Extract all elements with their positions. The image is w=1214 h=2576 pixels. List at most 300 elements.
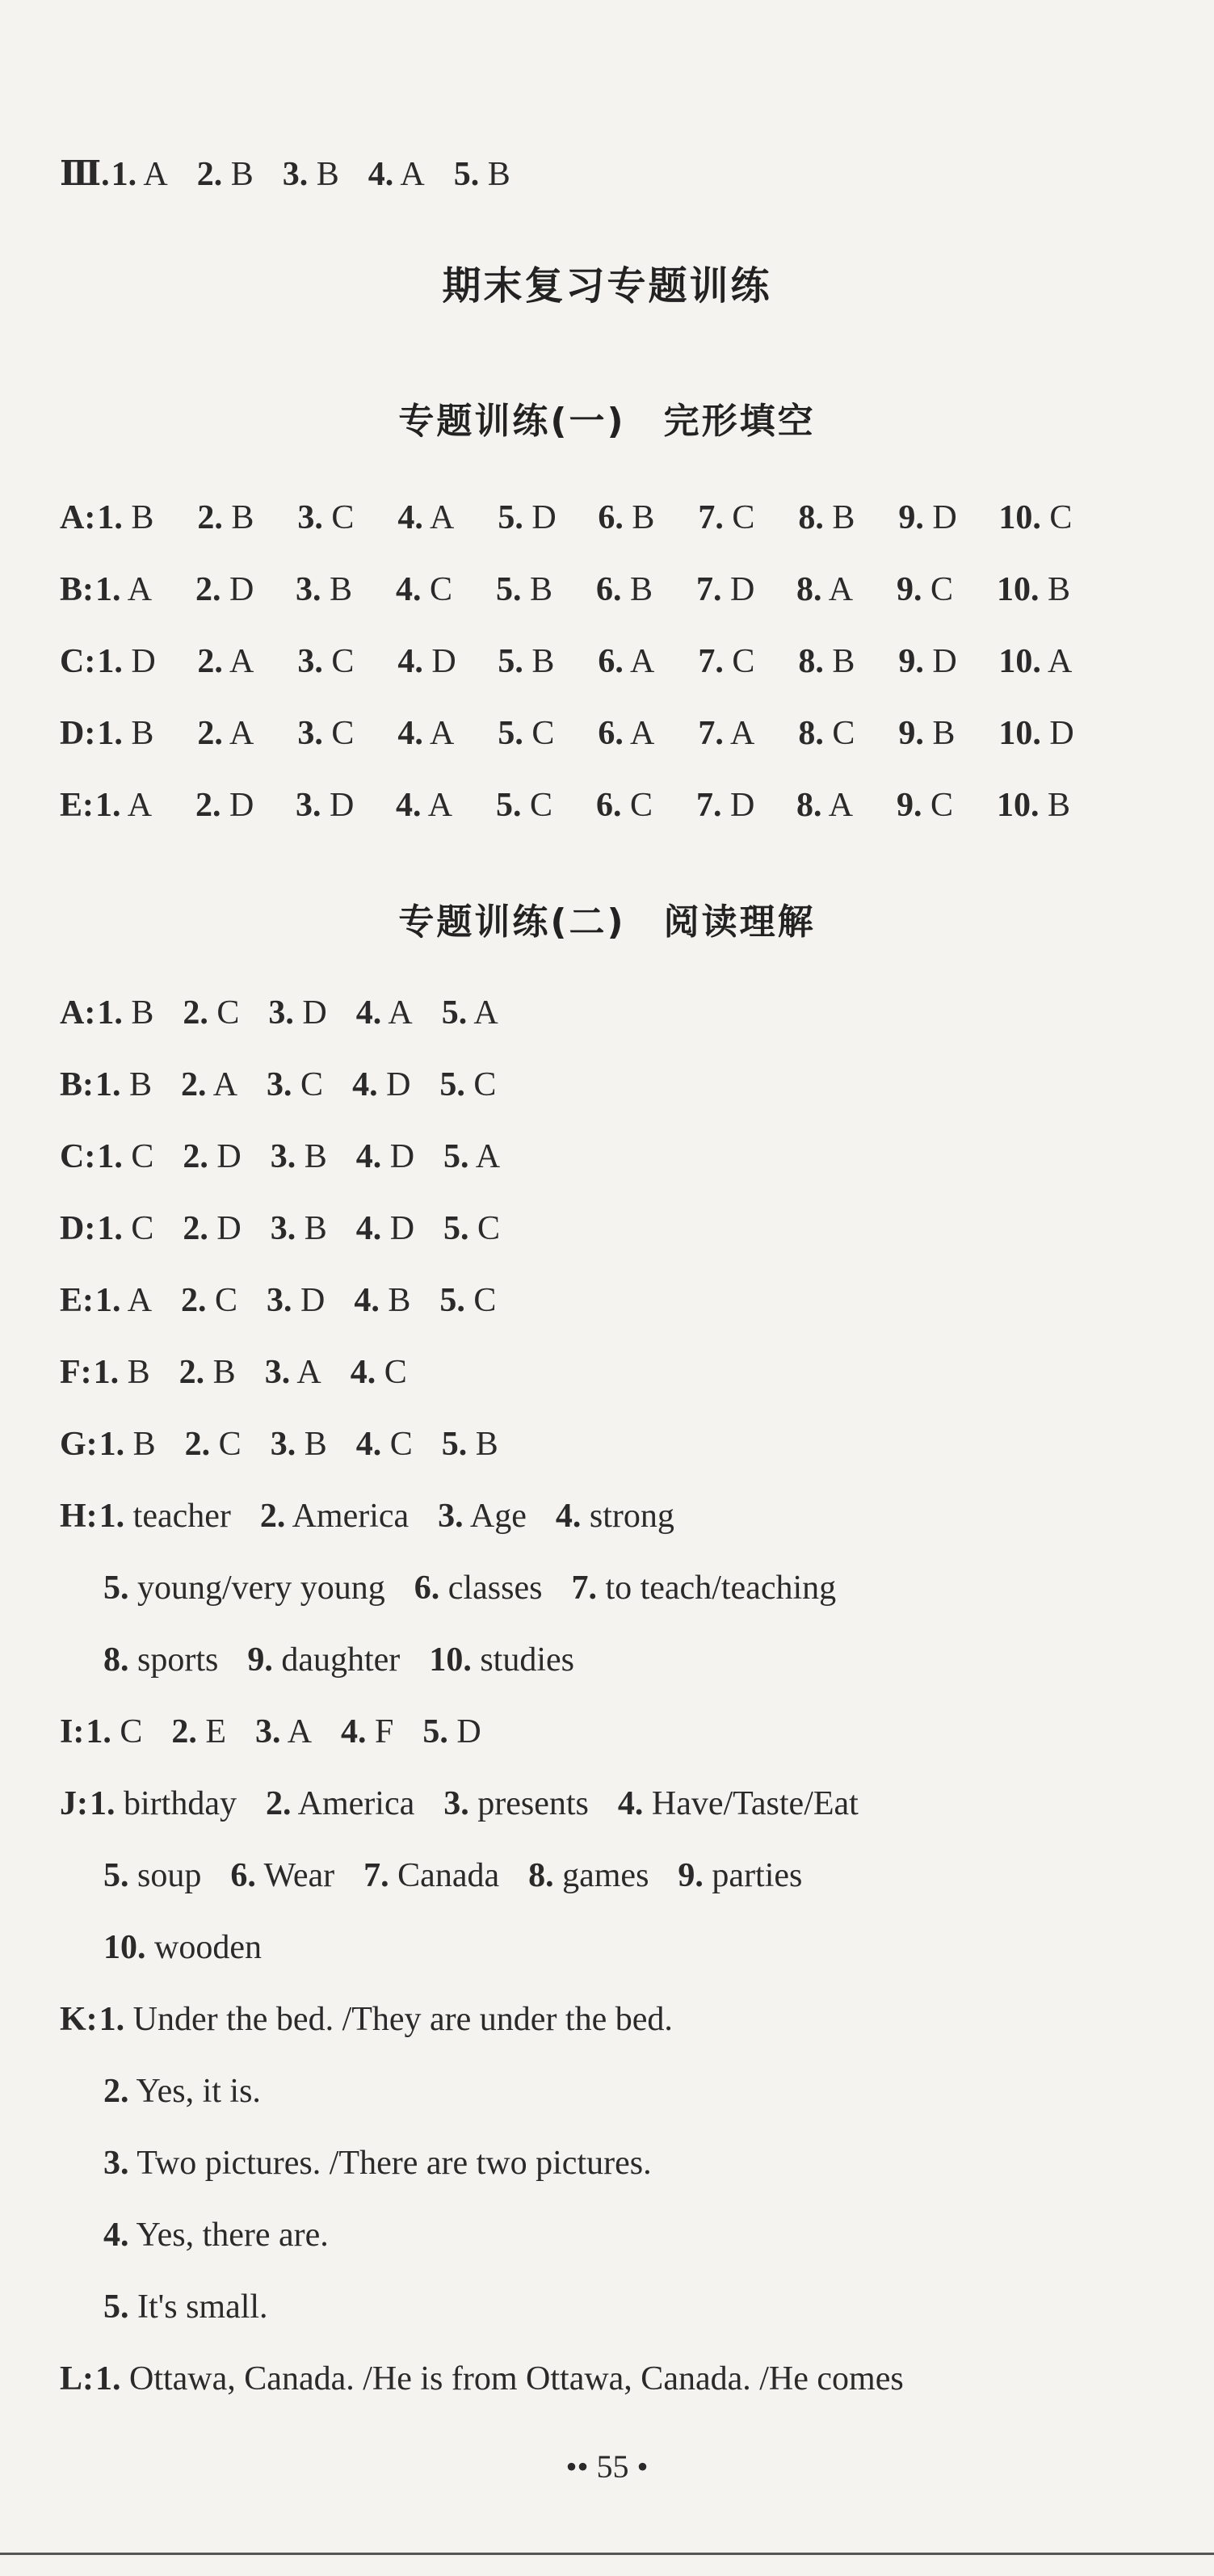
item-answer: B	[475, 1426, 498, 1463]
answer-item	[271, 1208, 327, 1250]
item-number: 10.	[997, 571, 1040, 608]
answer-item	[897, 569, 997, 611]
item-number: 9.	[898, 643, 924, 680]
item-number: 1.	[95, 2360, 121, 2397]
answer-item	[698, 641, 798, 683]
item-answer: A	[475, 1138, 501, 1175]
row-letter: I:	[60, 1713, 85, 1750]
answer-item	[103, 1639, 218, 1681]
item-number: 4.	[355, 994, 382, 1032]
item-answer: F	[375, 1713, 394, 1750]
answer-row	[60, 1280, 525, 1322]
item-answer: E	[205, 1713, 227, 1750]
item-number: 7.	[698, 715, 724, 752]
row-letter: A:	[60, 499, 96, 536]
item-number: 4.	[396, 787, 422, 824]
item-number: 9.	[897, 787, 922, 824]
answer-row	[60, 1351, 436, 1393]
answer-item	[443, 1136, 500, 1178]
answer-item	[179, 1351, 236, 1393]
answer-row	[60, 641, 1072, 683]
answer-item	[422, 1711, 481, 1753]
answer-item	[97, 641, 197, 683]
answer-item	[297, 641, 397, 683]
item-number: 2.	[196, 156, 223, 193]
answer-item	[341, 1711, 393, 1753]
answer-item	[696, 569, 796, 611]
item-number: 6.	[230, 1857, 256, 1894]
item-answer: C	[131, 1138, 154, 1175]
answer-item	[181, 1280, 237, 1322]
item-number: 5.	[443, 1138, 469, 1175]
item-number: 1.	[97, 1138, 123, 1175]
item-number: 3.	[282, 156, 309, 193]
answer-item	[103, 2286, 268, 2328]
item-answer: B	[131, 715, 154, 752]
item-number: 8.	[798, 499, 824, 536]
answer-row	[60, 1064, 525, 1106]
answer-item	[255, 1711, 312, 1753]
item-number: 1.	[93, 1354, 120, 1391]
answer-item	[356, 1208, 414, 1250]
item-number: 5.	[498, 499, 523, 536]
answer-item	[97, 712, 197, 754]
item-answer: D	[131, 643, 156, 680]
item-answer: D	[229, 787, 254, 824]
answer-item	[618, 1783, 859, 1825]
item-answer: C	[331, 643, 355, 680]
item-answer: wooden	[154, 1929, 262, 1966]
answer-item	[598, 712, 698, 754]
item-number: 2.	[197, 715, 223, 752]
answer-item	[352, 1064, 410, 1106]
item-number: 4.	[103, 2217, 129, 2254]
item-number: 2.	[171, 1713, 197, 1750]
item-number: 8.	[796, 787, 822, 824]
answer-row	[60, 784, 1070, 826]
row-letter: B:	[60, 571, 94, 608]
item-number: 4.	[350, 1354, 376, 1391]
item-answer: B	[388, 1282, 411, 1319]
answer-item	[356, 1423, 413, 1465]
item-number: 1.	[99, 1498, 125, 1535]
item-number: 2.	[259, 1498, 286, 1535]
item-number: 7.	[696, 571, 722, 608]
item-answer: A	[630, 715, 655, 752]
answer-item	[598, 641, 698, 683]
item-answer: America	[292, 1498, 410, 1535]
item-answer: B	[330, 571, 353, 608]
item-number: 2.	[181, 1282, 207, 1319]
item-answer: B	[230, 156, 254, 193]
item-answer: D	[389, 1210, 415, 1247]
item-number: 5.	[453, 156, 480, 193]
answer-row	[60, 992, 527, 1034]
answer-item	[998, 712, 1073, 754]
item-answer: C	[473, 1066, 497, 1103]
item-answer: C	[473, 1282, 497, 1319]
item-answer: Two pictures. /There are two pictures.	[137, 2145, 652, 2182]
item-answer: A	[630, 643, 655, 680]
item-answer: B	[630, 571, 653, 608]
item-answer: D	[932, 499, 957, 536]
item-answer: A	[427, 787, 453, 824]
item-number: 3.	[296, 787, 321, 824]
answer-item	[195, 569, 296, 611]
item-number: 2.	[179, 1354, 205, 1391]
item-number: 1.	[111, 156, 137, 193]
item-answer: presents	[477, 1785, 589, 1822]
item-number: 1.	[90, 1785, 116, 1822]
item-number: 1.	[95, 787, 121, 824]
item-number: 1.	[97, 1210, 123, 1247]
answer-item	[498, 641, 598, 683]
item-answer: A	[212, 1066, 238, 1103]
item-number: 9.	[898, 499, 924, 536]
answer-item	[268, 992, 326, 1034]
answer-item	[103, 2214, 329, 2256]
answer-item	[99, 1495, 231, 1537]
item-number: 10.	[998, 643, 1041, 680]
item-answer: D	[216, 1138, 242, 1175]
item-answer: games	[562, 1857, 649, 1894]
answer-row	[60, 2358, 933, 2400]
item-answer: B	[530, 571, 553, 608]
answer-item	[698, 497, 798, 539]
answer-item	[267, 1280, 325, 1322]
item-answer: C	[389, 1426, 413, 1463]
item-answer: sports	[137, 1641, 219, 1679]
item-answer: Under the bed. /They are under the bed.	[132, 2001, 673, 2038]
item-number: 5.	[441, 994, 468, 1032]
item-answer: B	[129, 1066, 153, 1103]
item-number: 10.	[429, 1641, 472, 1679]
answer-item	[396, 569, 496, 611]
answer-item	[898, 641, 998, 683]
answer-row	[60, 712, 1074, 754]
answer-row	[103, 2286, 297, 2328]
item-number: 3.	[297, 715, 323, 752]
item-answer: A	[287, 1713, 313, 1750]
item-answer: strong	[589, 1498, 674, 1535]
item-number: 5.	[498, 643, 523, 680]
answer-row	[60, 1136, 529, 1178]
answer-item	[439, 1064, 496, 1106]
item-number: 2.	[197, 643, 223, 680]
item-number: 3.	[255, 1713, 281, 1750]
answer-item	[368, 153, 425, 195]
item-answer: Ottawa, Canada. /He is from Ottawa, Canada. /He comes	[129, 2360, 904, 2397]
item-number: 2.	[183, 1210, 208, 1247]
item-number: 5.	[439, 1066, 465, 1103]
answer-item	[351, 1351, 407, 1393]
item-answer: B	[316, 156, 339, 193]
item-number: 6.	[596, 787, 622, 824]
item-answer: parties	[712, 1857, 803, 1894]
item-answer: A	[143, 156, 168, 193]
answer-item	[260, 1495, 409, 1537]
item-answer: C	[331, 499, 355, 536]
answer-item	[230, 1855, 334, 1897]
answer-item	[997, 784, 1070, 826]
item-answer: D	[1049, 715, 1074, 752]
item-answer: B	[304, 1210, 327, 1247]
item-answer: C	[630, 787, 653, 824]
item-answer: A	[127, 1282, 153, 1319]
answer-item	[95, 1280, 152, 1322]
item-answer: B	[131, 499, 154, 536]
item-number: 5.	[103, 1857, 129, 1894]
item-answer: D	[300, 1282, 326, 1319]
item-answer: teacher	[132, 1498, 231, 1535]
item-number: 4.	[397, 499, 423, 536]
item-number: 4.	[341, 1713, 367, 1750]
answer-item	[598, 497, 698, 539]
item-number: 10.	[998, 715, 1041, 752]
item-answer: A	[400, 156, 425, 193]
item-number: 5.	[496, 571, 522, 608]
answer-item	[183, 1136, 241, 1178]
item-number: 5.	[441, 1426, 468, 1463]
item-answer: C	[832, 715, 855, 752]
item-answer: C	[477, 1210, 501, 1247]
item-number: 2.	[195, 787, 221, 824]
item-number: 5.	[498, 715, 523, 752]
row-letter: D:	[60, 1210, 96, 1247]
item-answer: B	[487, 156, 510, 193]
item-number: 2.	[183, 1138, 208, 1175]
item-number: 6.	[596, 571, 622, 608]
item-answer: A	[828, 787, 854, 824]
item-answer: D	[389, 1138, 415, 1175]
section2-title: 专题训练(二) 阅读理解	[398, 901, 816, 943]
item-number: 5.	[103, 1570, 129, 1607]
row-letter: C:	[60, 1138, 96, 1175]
item-answer: birthday	[124, 1785, 237, 1822]
item-number: 2.	[195, 571, 221, 608]
answer-item	[397, 497, 498, 539]
item-number: 4.	[396, 571, 422, 608]
answer-item	[438, 1495, 527, 1537]
answer-item	[197, 712, 297, 754]
item-answer: A	[473, 994, 498, 1032]
answer-row	[60, 1423, 527, 1465]
item-answer: B	[231, 499, 254, 536]
item-number: 4.	[617, 1785, 644, 1822]
answer-item	[97, 992, 153, 1034]
item-answer: D	[330, 787, 355, 824]
answer-item	[296, 784, 396, 826]
item-answer: B	[1048, 787, 1071, 824]
item-answer: Have/Taste/Eat	[651, 1785, 859, 1822]
item-number: 8.	[798, 715, 824, 752]
answer-item	[103, 1855, 201, 1897]
item-number: 1.	[97, 643, 123, 680]
answer-item	[571, 1567, 836, 1609]
item-number: 6.	[598, 499, 624, 536]
item-number: 3.	[443, 1785, 469, 1822]
item-number: 3.	[268, 994, 294, 1032]
answer-item	[798, 497, 898, 539]
answer-item	[363, 1855, 499, 1897]
item-answer: D	[302, 994, 327, 1032]
answer-item	[397, 641, 498, 683]
item-number: 9.	[898, 715, 924, 752]
item-number: 4.	[352, 1066, 378, 1103]
item-number: 3.	[270, 1138, 296, 1175]
item-number: 7.	[696, 787, 722, 824]
answer-item	[97, 1136, 153, 1178]
item-number: 6.	[414, 1570, 440, 1607]
answer-item	[247, 1639, 400, 1681]
row-letter: E:	[60, 1282, 94, 1319]
item-answer: Canada	[397, 1857, 500, 1894]
item-number: 4.	[355, 1210, 382, 1247]
answer-item	[283, 153, 339, 195]
item-number: 1.	[99, 1426, 125, 1463]
answer-item	[356, 1136, 414, 1178]
item-number: 9.	[897, 571, 922, 608]
answer-item	[556, 1495, 674, 1537]
item-answer: C	[531, 715, 555, 752]
item-number: 10.	[103, 1929, 146, 1966]
item-answer: C	[120, 1713, 143, 1750]
answer-item	[998, 497, 1072, 539]
answer-item	[997, 569, 1070, 611]
answer-row	[60, 497, 1072, 539]
item-number: 2.	[184, 1426, 211, 1463]
answer-item	[97, 1208, 153, 1250]
item-number: 1.	[99, 2001, 125, 2038]
item-answer: B	[531, 643, 555, 680]
item-answer: classes	[447, 1570, 543, 1607]
answer-item	[185, 1423, 242, 1465]
item-answer: C	[300, 1066, 324, 1103]
answer-item	[798, 712, 898, 754]
answer-item	[796, 569, 897, 611]
item-answer: B	[304, 1138, 327, 1175]
item-answer: C	[930, 571, 954, 608]
answer-row	[103, 1639, 603, 1681]
item-answer: B	[932, 715, 956, 752]
answer-item	[99, 1998, 673, 2040]
answer-row	[103, 1855, 831, 1897]
item-number: 1.	[95, 1282, 121, 1319]
item-number: 3.	[270, 1210, 296, 1247]
item-number: 8.	[528, 1857, 554, 1894]
item-answer: D	[229, 571, 254, 608]
answer-item	[94, 1351, 150, 1393]
answer-items	[111, 156, 540, 193]
answer-item	[898, 497, 998, 539]
answer-item	[443, 1208, 500, 1250]
item-answer: D	[531, 499, 557, 536]
row-letter: L:	[60, 2360, 94, 2397]
answer-item	[181, 1064, 237, 1106]
row-letter: D:	[60, 715, 96, 752]
answer-item	[496, 569, 596, 611]
answer-row-III	[60, 153, 540, 195]
item-answer: A	[388, 994, 413, 1032]
item-answer: Wear	[263, 1857, 335, 1894]
item-number: 1.	[97, 994, 123, 1032]
answer-item	[429, 1639, 574, 1681]
row-letter: E:	[60, 787, 94, 824]
item-number: 10.	[998, 499, 1041, 536]
item-number: 6.	[598, 643, 624, 680]
item-answer: B	[132, 1426, 156, 1463]
answer-item	[678, 1855, 802, 1897]
answer-item	[267, 1064, 323, 1106]
item-answer: A	[127, 571, 153, 608]
section1-title: 专题训练(一) 完形填空	[398, 401, 816, 442]
item-answer: B	[832, 499, 855, 536]
answer-item	[897, 784, 997, 826]
answer-item	[197, 497, 297, 539]
item-number: 3.	[267, 1282, 292, 1319]
row-letter: F:	[60, 1354, 92, 1391]
answer-item	[698, 712, 798, 754]
item-number: 7.	[698, 499, 724, 536]
item-number: 3.	[297, 499, 323, 536]
answer-row	[60, 1711, 510, 1753]
item-number: 8.	[796, 571, 822, 608]
item-answer: A	[828, 571, 854, 608]
item-answer: Age	[469, 1498, 527, 1535]
answer-item	[183, 992, 239, 1034]
answer-item	[103, 1927, 262, 1969]
item-answer: C	[930, 787, 954, 824]
item-number: 2.	[197, 499, 223, 536]
answer-item	[498, 497, 598, 539]
item-answer: It's small.	[137, 2288, 268, 2326]
answer-item	[443, 1783, 589, 1825]
item-number: 1.	[86, 1713, 111, 1750]
answer-item	[296, 569, 396, 611]
row-letter: H:	[60, 1498, 98, 1535]
answer-item	[265, 1351, 321, 1393]
item-number: 6.	[598, 715, 624, 752]
answer-item	[271, 1136, 327, 1178]
item-number: 3.	[270, 1426, 296, 1463]
item-answer: A	[430, 715, 455, 752]
item-answer: C	[218, 1426, 242, 1463]
item-number: 4.	[397, 715, 423, 752]
answer-item	[297, 497, 397, 539]
answer-item	[97, 497, 197, 539]
answer-row	[103, 2070, 290, 2112]
answer-item	[103, 2142, 652, 2184]
item-answer: C	[384, 1354, 407, 1391]
item-number: 5.	[103, 2288, 129, 2326]
item-answer: soup	[137, 1857, 202, 1894]
item-answer: Yes, it is.	[136, 2073, 261, 2110]
item-number: 2.	[181, 1066, 207, 1103]
answer-item	[528, 1855, 649, 1897]
answer-item	[596, 569, 696, 611]
item-number: 1.	[95, 1066, 121, 1103]
answer-row	[60, 1495, 704, 1537]
answer-item	[197, 153, 254, 195]
item-answer: C	[131, 1210, 154, 1247]
item-number: 5.	[439, 1282, 465, 1319]
answer-item	[95, 2358, 904, 2400]
answer-item	[103, 2070, 261, 2112]
answer-item	[898, 712, 998, 754]
item-number: 4.	[555, 1498, 582, 1535]
answer-row	[60, 569, 1070, 611]
answer-item	[414, 1567, 543, 1609]
